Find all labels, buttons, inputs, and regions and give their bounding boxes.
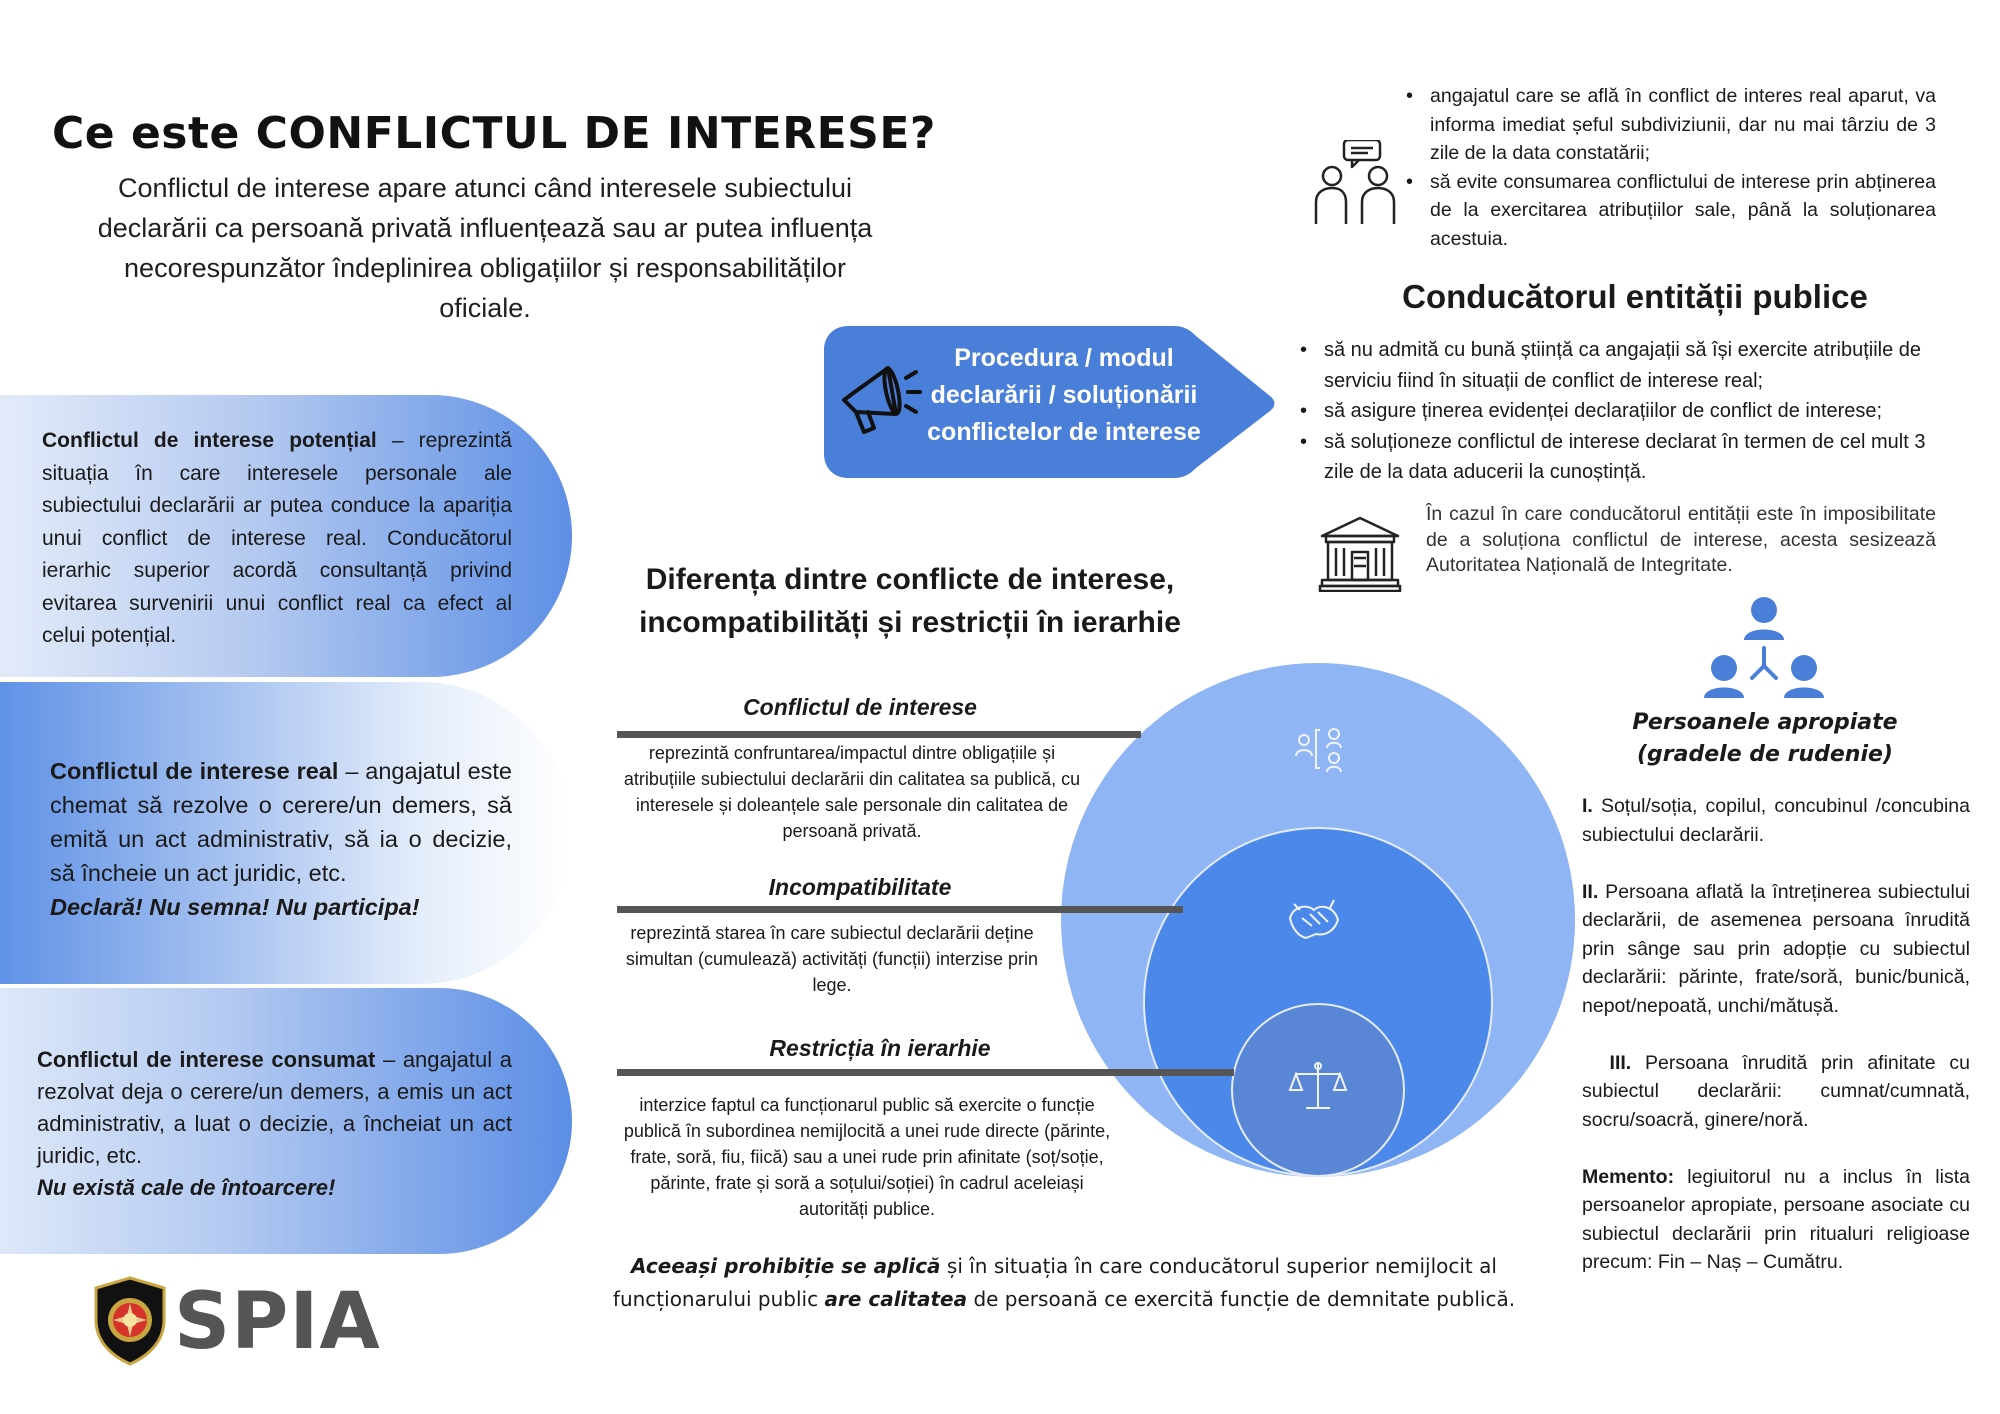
- incompatibility-heading: Incompatibilitate: [768, 874, 952, 900]
- real-conflict-card: [0, 682, 572, 984]
- degree-3: III. Persoana înrudită prin afinitate cu subiectul declarării: cumnat/cumnată, socru/soacră, ginere/noră.: [1582, 1051, 1970, 1131]
- employee-duties-list: [1404, 82, 1936, 253]
- list-item: • angajatul care se află în conflict de interes real aparut, va informa imediat șeful subdiviziunii, dar nu mai târziu de 3 zile de la data constatării;: [1404, 82, 1936, 168]
- procedure-line-3: conflictelor de interese: [927, 418, 1201, 446]
- page-title: Ce este CONFLICTUL DE INTERESE?: [52, 108, 936, 159]
- spia-logo: [92, 1276, 412, 1366]
- close-persons-title-line-1: Persoanele apropiate: [1632, 710, 1898, 735]
- kinship-degrees: [1582, 792, 1970, 1305]
- procedure-line-1: Procedura / modul: [954, 344, 1174, 372]
- ani-referral-note: În cazul în care conducătorul entității este în imposibilitate de a soluționa conflictul de interese, acesta sesizează Autoritatea Națională de Integritate.: [1426, 503, 1936, 576]
- restriction-heading: Restricția în ierarhie: [769, 1035, 991, 1061]
- leader-section-title: Conducătorul entității publice: [1402, 278, 1868, 315]
- difference-title-line-2: incompatibilități și restricții în ierarhie: [639, 606, 1181, 639]
- intro-definition: Conflictul de interese apare atunci când interesele subiectului declarării ca persoană privată influențează sau ar putea influența necorespunzător îndeplinirea obligațiilor și responsabilităților oficiale.: [97, 173, 873, 323]
- degree-1: I. Soțul/soția, copilul, concubinul /concubina subiectului declarării.: [1582, 795, 1970, 846]
- list-item: • să evite consumarea conflictului de interese prin abținerea de la exercitarea atribuțiilor sale, până la soluționarea acestuia.: [1404, 168, 1936, 254]
- memento: Memento: legiuitorul nu a inclus în lista persoanelor apropiate, persoane asociate cu subiectul declarării prin ritualuri religioase precum: Fin – Naș – Cumătru.: [1582, 1165, 1970, 1273]
- potential-conflict-title: Conflictul de interese potențial: [42, 429, 377, 452]
- consumed-conflict-card: [0, 988, 572, 1254]
- real-conflict-title: Conflictul de interese real: [50, 758, 339, 784]
- restriction-definition: interzice faptul ca funcționarul public să exercite o funcție publică în subordinea nemijlocită a unei rude directe (părinte, frate, soră, fiu, fiică) sau a unei rude prin afinitate (soț/soție, părinte, frate și soră a soțului/soției) în cadrul aceleiași autorități publice.: [623, 1095, 1111, 1219]
- potential-conflict-card: [0, 395, 572, 677]
- real-conflict-text: – angajatul este chemat să rezolve o cerere/un demers, să emită un act administrativ, să ia o decizie, să încheie un act juridic, etc.: [50, 758, 512, 886]
- procedure-line-2: declarării / soluționării: [930, 381, 1198, 409]
- procedure-banner: [824, 326, 1280, 478]
- people-network-icon: [1704, 596, 1824, 706]
- conflict-definition: reprezintă confruntarea/impactul dintre obligațiile și atribuțiile subiectului declarării din calitatea sa publică, cu interesele și doleanțele sale personale din calitatea de persoană privată.: [623, 743, 1081, 841]
- real-conflict-motto: Declară! Nu semna! Nu participa!: [50, 894, 420, 920]
- nested-circles-diagram: [1058, 660, 1578, 1180]
- degree-2: II. Persoana aflată la întreținerea subiectului declarării, de asemenea persoana înrudită prin sânge sau prin adopție cu subiectul declarării: părinte, frate/soră, bunic/bunică, nepot/nepoată, unchi/mătușă.: [1582, 880, 1970, 1017]
- consumed-conflict-motto: Nu există cale de întoarcere!: [37, 1175, 336, 1200]
- same-prohibition-note: Aceeași prohibiție se aplică și în situația în care conducătorul superior nemijlocit al funcționarului public are calitatea de persoană ce exercită funcție de demnitate publică.: [612, 1254, 1516, 1311]
- restriction-divider: [617, 1069, 1234, 1076]
- conflict-heading: Conflictul de interese: [743, 694, 977, 720]
- chat-people-icon: [1312, 140, 1404, 224]
- logo-text: SPIA: [174, 1277, 381, 1367]
- difference-title: [610, 558, 1210, 644]
- incompatibility-definition: reprezintă starea în care subiectul declarării deține simultan (cumulează) activități (funcții) interzise prin lege.: [625, 923, 1039, 995]
- shield-emblem-icon: [92, 1276, 168, 1366]
- list-item: • să soluționeze conflictul de interese declarat în termen de cel mult 3 zile de la data aducerii la cunoștință.: [1298, 427, 1938, 488]
- close-persons-title: [1600, 707, 1930, 771]
- megaphone-icon: [836, 354, 926, 444]
- list-item: • să asigure ținerea evidenței declarațiilor de conflict de interese;: [1298, 396, 1938, 427]
- difference-title-line-1: Diferența dintre conflicte de interese,: [645, 563, 1175, 596]
- conflict-divider: [617, 731, 1141, 738]
- close-persons-title-line-2: (gradele de rudenie): [1637, 742, 1893, 767]
- consumed-conflict-text: – angajatul a rezolvat deja o cerere/un demers, a emis un act administrativ, a luat o decizie, a încheiat un act juridic, etc.: [37, 1047, 512, 1168]
- leader-duties-list: [1298, 335, 1938, 488]
- potential-conflict-text: – reprezintă situația în care interesele personale ale subiectului declarării ar putea conduce la apariția unui conflict de interese real. Conducătorul ierarhic superior acordă consultanță privind evitarea survenirii unui conflict real ca efect al celui potențial.: [42, 429, 512, 647]
- consumed-conflict-title: Conflictul de interese consumat: [37, 1047, 376, 1072]
- list-item: • să nu admită cu bună știință ca angajații să își exercite atribuțiile de serviciu fiind în situații de conflict de interese real;: [1298, 335, 1938, 396]
- incompatibility-divider: [617, 906, 1183, 913]
- courthouse-icon: [1318, 516, 1402, 592]
